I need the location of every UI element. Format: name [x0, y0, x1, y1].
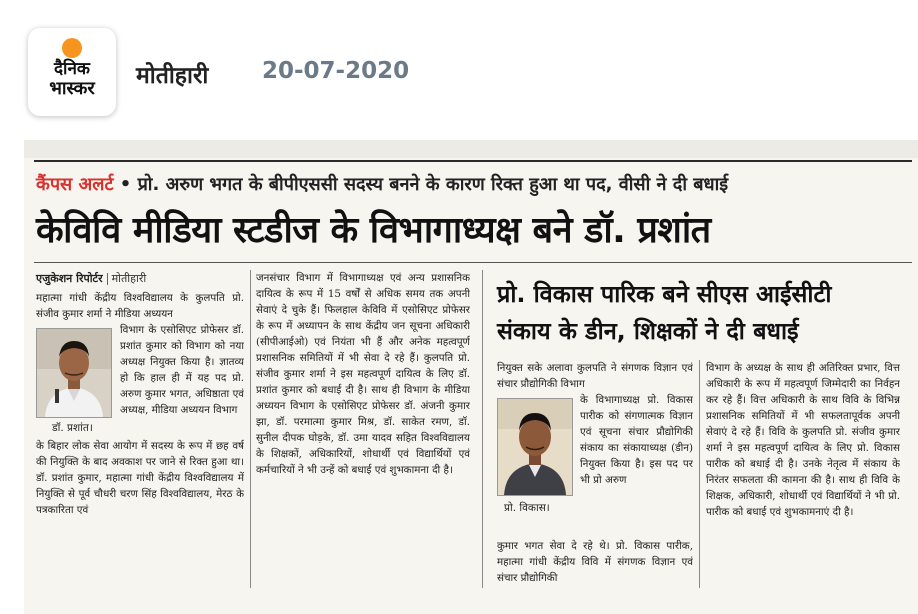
article1-photo [36, 328, 112, 418]
kicker-tag: कैंपस अलर्ट [36, 174, 114, 195]
newspaper-clipping [24, 140, 918, 614]
article1-photo-caption: डॉ. प्रशांत। [52, 422, 93, 434]
column-divider [699, 360, 700, 588]
edition-date: 20-07-2020 [262, 58, 410, 84]
article2-col1-beside-photo: के विभागाध्यक्ष प्रो. विकास पारीक को संगणात्मक विज्ञान एवं सूचना संचार प्रौद्योगिकी संकाय का संकायाध्यक्ष (डीन) नियुक्त किया है। इस पद पर भी प्रो अरुण [580, 394, 693, 486]
article1-headline: केविवि मीडिया स्टडीज के विभागाध्यक्ष बने डॉ. प्रशांत [36, 210, 711, 251]
byline-reporter: एजुकेशन रिपोर्टर [36, 272, 103, 285]
article1-byline [36, 271, 146, 286]
person-photo-icon [37, 329, 111, 417]
kicker-text: • प्रो. अरुण भगत के बीपीएससी सदस्य बनने के कारण रिक्त हुआ था पद, वीसी ने दी बधाई [119, 174, 729, 195]
article2-col1-intro: नियुक्त सके अलावा कुलपति ने संगणक विज्ञान एवं संचार प्रौद्योगिकी विभाग [497, 362, 693, 390]
article1-col1-intro: महात्मा गांधी केंद्रीय विश्वविद्यालय के कुलपति प्रो. संजीव कुमार शर्मा ने मीडिया अध्ययन [36, 292, 244, 320]
article2-headline [497, 276, 907, 350]
article2-photo-caption: प्रो. विकास। [504, 502, 550, 514]
byline-location: मोतीहारी [111, 272, 147, 285]
dainik-bhaskar-logo [28, 28, 116, 116]
article1-kicker [36, 172, 906, 202]
page-header [0, 0, 918, 140]
article1-col1-beside-photo: विभाग के एसोसिएट प्रोफेसर डॉ. प्रशांत कुमार को विभाग को नया अध्यक्ष नियुक्त किया है। ज्ञातव्य हो कि हाल ही में यह पद प्रो. अरुण कुमार भगत, अधिष्ठाता एवं अध्यक्ष, मीडिया अध्ययन विभाग [120, 324, 244, 416]
logo-line2: भास्कर [49, 78, 95, 99]
article2-col1-rest: कुमार भगत सेवा दे रहे थे। प्रो. विकास पारीक, महात्मा गांधी केंद्रीय विवि में संगणक विज्ञान एवं संचार प्रौद्योगिकी [497, 540, 693, 584]
sun-icon [62, 38, 82, 58]
article2-headline-line2: संकाय के डीन, शिक्षकों ने दी बधाई [497, 317, 799, 345]
article-divider [482, 270, 483, 588]
article2-col2: विभाग के अध्यक्ष के साथ ही अतिरिक्त प्रभार, वित्त अधिकारी के रूप में महत्वपूर्ण जिम्मेदारी का निर्वहन कर रहे हैं। वित्त अधिकारी के साथ विवि के विभिन्न प्रशासनिक समितियों में भी सफलतापूर्वक अपनी सेवाएं दे रहे हैं। विवि के कुलपति प्रो. संजीव कुमार शर्मा ने इस महत्वपूर्ण दायित्व के लिए प्रो. विकास पारीक को बधाई दी है। उनके नेतृत्व में संकाय के निरंतर सफलता की कामना की है। साथ ही विवि के शिक्षक, अधिकारी, शोधार्थी एवं विद्यार्थियों ने भी प्रो. पारीक को बधाई एवं शुभकामनाएं दी है। [706, 362, 900, 518]
article2-headline-line1: प्रो. विकास पारिक बने सीएस आईसीटी [497, 280, 832, 308]
edition-city: मोतीहारी [136, 63, 209, 89]
logo-line1: दैनिक [54, 59, 90, 79]
article1-col2: जनसंचार विभाग में विभागाध्यक्ष एवं अन्य प्रशासनिक दायित्व के रूप में 15 वर्षों से अधिक समय तक अपनी सेवाएं दे चुके हैं। फिलहाल केविवि में एसोसिएट प्रोफेसर के रूप में अध्यापन के साथ केंद्रीय जन सूचना अधिकारी (सीपीआईओ) एवं नियंता भी हैं और अनेक महत्वपूर्ण प्रशासनिक समितियों में भी सेवा दे रहे हैं। कुलपति प्रो. संजीव कुमार शर्मा ने इस महत्वपूर्ण दायित्व के लिए डॉ. प्रशांत कुमार को बधाई दी है। साथ ही विभाग के मीडिया अध्ययन विभाग के एसोसिएट प्रोफेसर डॉ. अंजनी कुमार झा, डॉ. परमात्मा कुमार मिश्र, डॉ. साकेत रमण, डॉ. सुनील दीपक घोड़के, डॉ. उमा यादव सहित विश्वविद्यालय के शिक्षकों, अधिकारियों, शोधार्थी एवं विद्यार्थियों एवं कर्मचारियों ने भी उन्हें को बधाई एवं शुभकामना दी है। [256, 272, 470, 476]
article1-col1-rest: के बिहार लोक सेवा आयोग में सदस्य के रूप में छह वर्ष की नियुक्ति के बाद अवकाश पर जाने से रिक्त हुआ था। डॉ. प्रशांत कुमार, महात्मा गांधी केंद्रीय विश्वविद्यालय में नियुक्ति से पूर्व चौधरी चरण सिंह विश्वविद्यालय, मेरठ के पत्रकारिता एवं [36, 440, 244, 516]
person-photo-icon [498, 399, 572, 495]
column-divider [250, 270, 251, 588]
article2-photo [497, 398, 573, 496]
top-rule [34, 160, 912, 162]
headline-rule [34, 262, 912, 263]
previous-article-strip [24, 140, 918, 158]
